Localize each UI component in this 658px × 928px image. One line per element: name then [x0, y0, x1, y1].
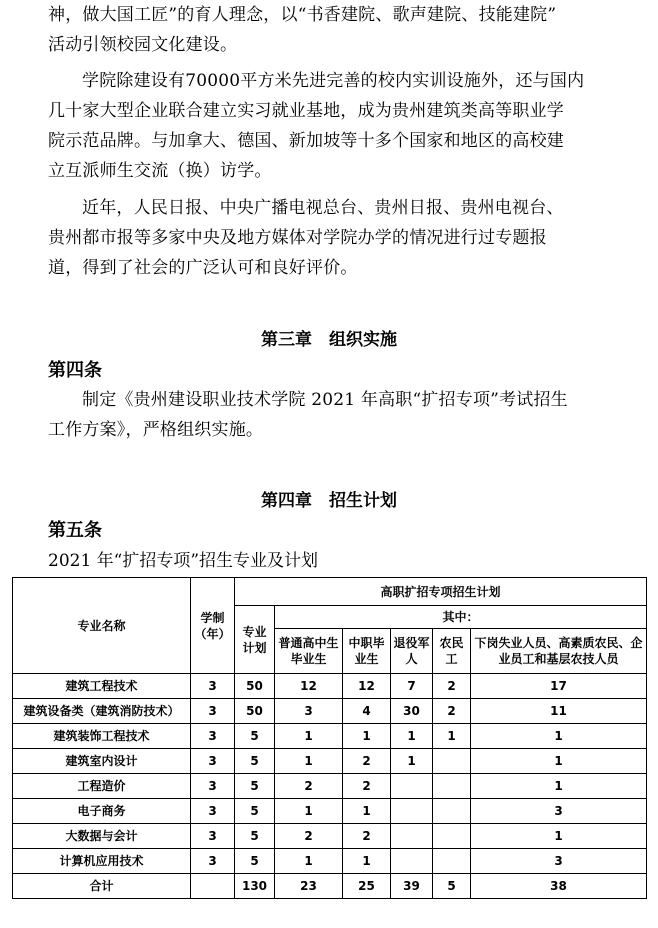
text-line: 立互派师生交流（换）访学。: [48, 161, 272, 181]
cell-other-groups: 3: [471, 799, 647, 824]
header-migrant-workers: 农民工: [433, 629, 471, 674]
cell-other-groups: 11: [471, 699, 647, 724]
cell-years: 3: [191, 724, 235, 749]
cell-migrant-workers: 2: [433, 699, 471, 724]
cell-total: 5: [235, 799, 275, 824]
article-4-label: 第四条: [48, 360, 102, 381]
cell-total: 5: [235, 824, 275, 849]
table-row: [13, 749, 647, 774]
cell-major: 建筑设备类（建筑消防技术）: [13, 699, 191, 724]
text-line: 学院除建设有70000平方米先进完善的校内实训设施外，还与国内: [82, 71, 585, 91]
cell-major: 电子商务: [13, 799, 191, 824]
paragraph-article-4: [48, 385, 614, 445]
cell-veterans: 39: [391, 874, 433, 899]
cell-vocational: 1: [343, 799, 391, 824]
cell-veterans: [391, 774, 433, 799]
text-line: 制定《贵州建设职业技术学院 2021 年高职“扩招专项”考试招生: [82, 390, 568, 410]
cell-high-school: 3: [275, 699, 343, 724]
cell-migrant-workers: [433, 824, 471, 849]
cell-years: 3: [191, 824, 235, 849]
paragraph-culture: [48, 0, 614, 60]
enrollment-plan-table: [12, 577, 647, 899]
cell-years: 3: [191, 749, 235, 774]
cell-years: 3: [191, 774, 235, 799]
table-row: [13, 774, 647, 799]
cell-migrant-workers: [433, 749, 471, 774]
cell-total: 130: [235, 874, 275, 899]
header-plan-group: 高职扩招专项招生计划: [235, 578, 647, 606]
cell-high-school: 1: [275, 724, 343, 749]
header-major: 专业名称: [13, 578, 191, 674]
cell-migrant-workers: [433, 774, 471, 799]
cell-major: 工程造价: [13, 774, 191, 799]
article-5-label: 第五条: [48, 520, 102, 541]
cell-vocational: 1: [343, 724, 391, 749]
text-line: 院示范品牌。与加拿大、德国、新加坡等十多个国家和地区的高校建: [48, 131, 564, 151]
cell-major: 建筑室内设计: [13, 749, 191, 774]
cell-veterans: 1: [391, 749, 433, 774]
cell-total-label: 合计: [13, 874, 191, 899]
cell-migrant-workers: [433, 849, 471, 874]
cell-veterans: 1: [391, 724, 433, 749]
cell-high-school: 1: [275, 799, 343, 824]
cell-years: 3: [191, 674, 235, 699]
cell-years: 3: [191, 699, 235, 724]
cell-major: 计算机应用技术: [13, 849, 191, 874]
cell-other-groups: 1: [471, 824, 647, 849]
table-row: [13, 799, 647, 824]
header-years: 学制（年）: [191, 578, 235, 674]
cell-major: 建筑装饰工程技术: [13, 724, 191, 749]
cell-vocational: 1: [343, 849, 391, 874]
cell-migrant-workers: [433, 799, 471, 824]
text-line: 活动引领校园文化建设。: [48, 35, 238, 55]
header-total: 专业计划: [235, 606, 275, 674]
cell-total: 5: [235, 724, 275, 749]
cell-total: 5: [235, 749, 275, 774]
table-row: [13, 849, 647, 874]
cell-years: 3: [191, 849, 235, 874]
cell-vocational: 2: [343, 749, 391, 774]
cell-veterans: 30: [391, 699, 433, 724]
cell-high-school: 12: [275, 674, 343, 699]
cell-veterans: 7: [391, 674, 433, 699]
cell-years: 3: [191, 799, 235, 824]
table-row: [13, 824, 647, 849]
header-high-school: 普通高中生毕业生: [275, 629, 343, 674]
paragraph-facilities: [48, 66, 614, 186]
chapter-4-title: 第四章 招生计划: [261, 491, 397, 511]
cell-years: [191, 874, 235, 899]
header-vocational: 中职毕业生: [343, 629, 391, 674]
cell-vocational: 2: [343, 774, 391, 799]
cell-high-school: 2: [275, 824, 343, 849]
table-row: [13, 674, 647, 699]
table-row: [13, 724, 647, 749]
text-line: 工作方案》，严格组织实施。: [48, 420, 264, 440]
text-line: 几十家大型企业联合建立实习就业基地，成为贵州建筑类高等职业学: [48, 101, 564, 121]
cell-total: 50: [235, 699, 275, 724]
header-among: 其中：: [275, 606, 647, 629]
cell-other-groups: 1: [471, 749, 647, 774]
cell-other-groups: 1: [471, 774, 647, 799]
cell-high-school: 23: [275, 874, 343, 899]
text-line: 近年，人民日报、中央广播电视总台、贵州日报、贵州电视台、: [82, 198, 564, 218]
cell-other-groups: 17: [471, 674, 647, 699]
table-row: [13, 699, 647, 724]
header-other-groups: 下岗失业人员、高素质农民、企业员工和基层农技人员: [471, 629, 647, 674]
cell-vocational: 4: [343, 699, 391, 724]
cell-total: 5: [235, 774, 275, 799]
cell-migrant-workers: 2: [433, 674, 471, 699]
cell-veterans: [391, 849, 433, 874]
cell-veterans: [391, 824, 433, 849]
cell-other-groups: 1: [471, 724, 647, 749]
text-line: 道，得到了社会的广泛认可和良好评价。: [48, 258, 358, 278]
cell-high-school: 1: [275, 749, 343, 774]
cell-other-groups: 38: [471, 874, 647, 899]
paragraph-media: [48, 193, 614, 283]
table-caption: 2021 年“扩招专项”招生专业及计划: [48, 551, 319, 571]
cell-migrant-workers: 1: [433, 724, 471, 749]
table-summary-row: [13, 874, 647, 899]
cell-major: 建筑工程技术: [13, 674, 191, 699]
cell-migrant-workers: 5: [433, 874, 471, 899]
header-veterans: 退役军人: [391, 629, 433, 674]
cell-major: 大数据与会计: [13, 824, 191, 849]
cell-total: 5: [235, 849, 275, 874]
cell-total: 50: [235, 674, 275, 699]
cell-high-school: 2: [275, 774, 343, 799]
cell-vocational: 12: [343, 674, 391, 699]
cell-high-school: 1: [275, 849, 343, 874]
cell-vocational: 25: [343, 874, 391, 899]
text-line: 神，做大国工匠”的育人理念，以“书香建院、歌声建院、技能建院”: [48, 5, 557, 25]
chapter-3-title: 第三章 组织实施: [261, 330, 397, 350]
cell-veterans: [391, 799, 433, 824]
cell-other-groups: 3: [471, 849, 647, 874]
text-line: 贵州都市报等多家中央及地方媒体对学院办学的情况进行过专题报: [48, 228, 547, 248]
cell-vocational: 2: [343, 824, 391, 849]
